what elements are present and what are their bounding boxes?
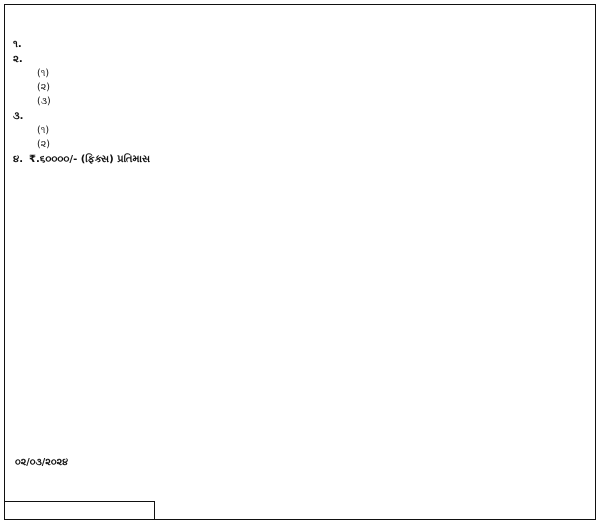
list-item — [5, 80, 595, 94]
date-place-block — [15, 455, 68, 471]
item-text — [71, 81, 587, 94]
section-heading — [5, 108, 595, 123]
section-number: ૪. — [13, 154, 23, 165]
reference-number — [5, 501, 155, 519]
date-value: ૦૨/૦૩/૨૦૨૪ — [15, 457, 69, 468]
closing-paragraph — [5, 166, 595, 195]
section-heading — [5, 51, 595, 66]
item-number: (૨) — [37, 82, 50, 93]
item-text — [71, 138, 587, 151]
list-item — [5, 94, 595, 108]
footer — [5, 451, 595, 519]
item-number: (૩) — [37, 96, 51, 107]
section-number: ૧. — [13, 39, 22, 50]
intro-paragraph — [5, 8, 595, 36]
notice-page — [4, 4, 596, 520]
list-item — [5, 66, 595, 80]
section-number: ૨. — [13, 54, 23, 65]
item-number: (૨) — [37, 139, 50, 150]
item-text — [71, 124, 587, 137]
item-number: (૧) — [37, 68, 50, 79]
section-title: ₹.૬૦૦૦૦/- (ફિક્સ) પ્રતિમાસ — [29, 154, 151, 165]
sections — [5, 36, 595, 166]
list-item — [5, 123, 595, 137]
item-text — [71, 95, 587, 108]
list-item — [5, 137, 595, 151]
item-number: (૧) — [37, 125, 50, 136]
section-number: ૩. — [13, 111, 24, 122]
section-heading — [5, 36, 595, 51]
item-text — [71, 67, 587, 80]
section-heading — [5, 151, 595, 166]
date-line — [15, 455, 68, 471]
